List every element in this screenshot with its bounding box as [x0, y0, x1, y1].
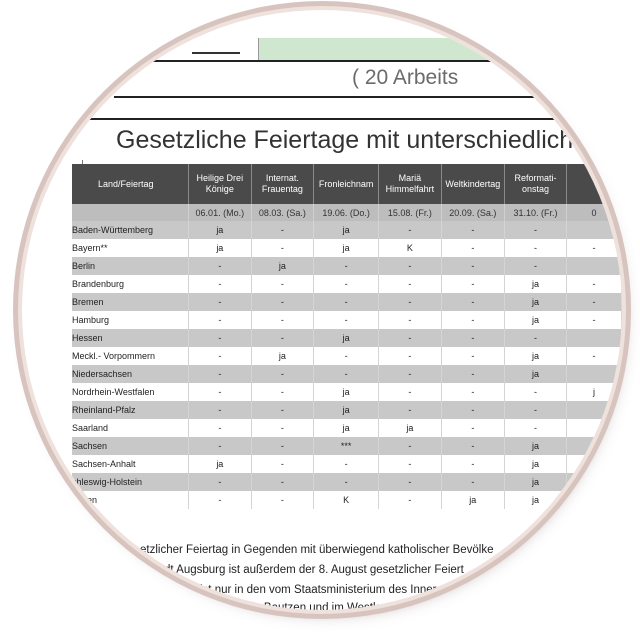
holiday-cell: - [504, 257, 566, 275]
holiday-cell: ja [314, 329, 379, 347]
column-header [379, 164, 442, 204]
holiday-cell: ja [504, 293, 566, 311]
column-header [567, 164, 622, 204]
magnifier-lens [22, 10, 622, 610]
holiday-cell: ja [314, 221, 379, 239]
footnote-line: dt Augsburg ist außerdem der 8. August gesetzlicher Feiert [164, 564, 464, 576]
state-name: Brandenburg [72, 275, 189, 293]
column-date: 31.10. (Fr.) [504, 204, 566, 221]
column-header-label: Internat. Frauentag [261, 173, 303, 194]
column-header [504, 164, 566, 204]
holiday-cell: - [251, 275, 313, 293]
holiday-cell: - [379, 437, 442, 455]
holiday-cell: ja [189, 455, 252, 473]
holiday-cell: - [504, 419, 566, 437]
holiday-cell: - [504, 401, 566, 419]
footnote-line: eis Bautzen und im Westlausitzkrei [246, 602, 425, 610]
holiday-cell: - [379, 401, 442, 419]
table-row [72, 311, 622, 329]
holiday-cell: ja [314, 401, 379, 419]
table-row [72, 221, 622, 239]
state-name: Bayern** [72, 239, 189, 257]
table-row [72, 239, 622, 257]
state-name: Sachsen [72, 437, 189, 455]
holiday-cell: ja [314, 419, 379, 437]
column-date: 06.01. (Mo.) [189, 204, 252, 221]
state-name: Hessen [72, 329, 189, 347]
holiday-cell: - [379, 365, 442, 383]
holiday-cell: - [379, 347, 442, 365]
holiday-cell: ja [314, 383, 379, 401]
header-stub-line [192, 52, 240, 54]
holiday-cell: ja [379, 419, 442, 437]
column-date: 19.06. (Do.) [314, 204, 379, 221]
state-name: Rheinland-Pfalz [72, 401, 189, 419]
holiday-cell: ja [504, 437, 566, 455]
state-name: Sachsen-Anhalt [72, 455, 189, 473]
holiday-cell: - [189, 293, 252, 311]
holiday-cell: ja [504, 491, 566, 509]
holiday-cell: - [189, 473, 252, 491]
holiday-cell: - [379, 275, 442, 293]
table-row [72, 437, 622, 455]
holiday-cell: - [189, 491, 252, 509]
state-name: Niedersachsen [72, 365, 189, 383]
holiday-cell: - [441, 383, 504, 401]
holiday-cell: - [504, 383, 566, 401]
holiday-cell: - [379, 293, 442, 311]
holiday-cell: - [441, 455, 504, 473]
column-date: 15.08. (Fr.) [379, 204, 442, 221]
column-header [189, 164, 252, 204]
holiday-cell: - [504, 239, 566, 257]
document-page [22, 10, 622, 610]
column-header-label: Mariä Himmelfahrt [385, 173, 435, 194]
holiday-cell: - [251, 401, 313, 419]
state-name: Baden-Württemberg [72, 221, 189, 239]
holiday-cell: - [379, 221, 442, 239]
table-row [72, 455, 622, 473]
holiday-table [72, 164, 622, 509]
column-date: 0 [567, 204, 622, 221]
holiday-cell: - [441, 419, 504, 437]
holiday-cell: - [314, 455, 379, 473]
holiday-cell: - [314, 275, 379, 293]
table-row [72, 347, 622, 365]
state-name: Hamburg [72, 311, 189, 329]
table-row [72, 383, 622, 401]
holiday-cell: ja [504, 365, 566, 383]
holiday-cell: - [251, 221, 313, 239]
holiday-cell: - [567, 275, 622, 293]
column-header [314, 164, 379, 204]
holiday-cell: ja [189, 239, 252, 257]
holiday-cell: ja [504, 347, 566, 365]
table-row [72, 275, 622, 293]
holiday-cell: - [441, 239, 504, 257]
holiday-cell: - [189, 257, 252, 275]
holiday-cell: - [379, 311, 442, 329]
holiday-cell [567, 221, 622, 239]
column-date: 08.03. (Sa.) [251, 204, 313, 221]
holiday-cell: - [441, 437, 504, 455]
holiday-cell: ja [504, 275, 566, 293]
holiday-cell: - [441, 365, 504, 383]
state-name: chleswig-Holstein [72, 473, 189, 491]
holiday-cell: - [441, 293, 504, 311]
table-row [72, 419, 622, 437]
table-row [72, 257, 622, 275]
table-row [72, 293, 622, 311]
state-name: Saarland [72, 419, 189, 437]
holiday-cell: - [441, 347, 504, 365]
footnote-line: ist nur in den vom Staatsministerium des Innere [200, 584, 443, 596]
holiday-cell: - [189, 419, 252, 437]
holiday-cell: - [379, 257, 442, 275]
holiday-cell: - [251, 365, 313, 383]
holiday-cell: - [189, 347, 252, 365]
holiday-cell: - [379, 383, 442, 401]
holiday-cell: - [567, 347, 622, 365]
holiday-cell: - [504, 329, 566, 347]
holiday-cell: - [379, 455, 442, 473]
holiday-cell: - [251, 473, 313, 491]
holiday-cell: - [251, 293, 313, 311]
holiday-cell: - [189, 329, 252, 347]
holiday-cell: - [314, 293, 379, 311]
holiday-cell: - [567, 293, 622, 311]
holiday-cell: - [314, 311, 379, 329]
holiday-cell [567, 419, 622, 437]
holiday-cell: - [314, 257, 379, 275]
column-header-label: Fronleichnam [318, 178, 374, 189]
holiday-cell: ja [251, 257, 313, 275]
holiday-cell [567, 473, 622, 491]
holiday-cell: ja [504, 455, 566, 473]
column-header-label: Heilige Drei Könige [196, 173, 244, 194]
state-name: ringen [72, 491, 189, 509]
state-name: Berlin [72, 257, 189, 275]
holiday-cell: - [189, 401, 252, 419]
holiday-cell: - [441, 401, 504, 419]
holiday-cell: - [441, 275, 504, 293]
holiday-cell: - [251, 491, 313, 509]
holiday-cell: - [251, 311, 313, 329]
holiday-cell: - [189, 437, 252, 455]
holiday-cell [567, 329, 622, 347]
holiday-cell [567, 455, 622, 473]
holiday-cell: - [567, 311, 622, 329]
holiday-cell: *** [314, 437, 379, 455]
holiday-cell [567, 437, 622, 455]
holiday-cell [567, 365, 622, 383]
holiday-cell: - [251, 455, 313, 473]
holiday-cell: - [189, 383, 252, 401]
column-date [72, 204, 189, 221]
table-row [72, 329, 622, 347]
holiday-cell: K [379, 239, 442, 257]
holiday-cell: - [441, 311, 504, 329]
holiday-cell: - [251, 239, 313, 257]
holiday-cell: - [379, 491, 442, 509]
state-name: Bremen [72, 293, 189, 311]
holiday-cell: - [251, 329, 313, 347]
holiday-cell: - [441, 473, 504, 491]
holiday-cell: - [251, 437, 313, 455]
header-line [142, 60, 622, 62]
column-header [72, 164, 189, 204]
holiday-cell: - [314, 365, 379, 383]
footnote-line: etzlicher Feiertag in Gegenden mit überwiegend katholischer Bevölke [140, 544, 494, 556]
column-header-label: Reformati-onstag [514, 173, 557, 194]
table-row [72, 401, 622, 419]
green-header-strip [258, 38, 509, 60]
holiday-cell: - [567, 239, 622, 257]
holiday-cell: - [314, 473, 379, 491]
section-title: Gesetzliche Feiertage mit unterschiedlicher [116, 126, 596, 154]
holiday-cell: K [314, 491, 379, 509]
holiday-cell: ja [314, 239, 379, 257]
holiday-cell: ja [504, 311, 566, 329]
holiday-cell: - [379, 329, 442, 347]
holiday-cell: - [441, 329, 504, 347]
column-header-label: Land/Feiertag [98, 178, 154, 189]
column-header-label: Weltkindertag [445, 178, 501, 189]
holiday-cell: ja [504, 473, 566, 491]
holiday-cell: ja [251, 347, 313, 365]
holiday-cell: - [314, 347, 379, 365]
holiday-cell [567, 401, 622, 419]
holiday-cell: - [189, 365, 252, 383]
table-row [72, 473, 622, 491]
table-row [72, 365, 622, 383]
holiday-cell: - [379, 473, 442, 491]
holiday-cell: - [504, 221, 566, 239]
section-rule [90, 118, 622, 120]
section-rule [114, 96, 622, 98]
holiday-cell [567, 491, 622, 509]
column-header [251, 164, 313, 204]
holiday-cell: - [441, 221, 504, 239]
table-row [72, 491, 622, 509]
state-name: Nordrhein-Westfalen [72, 383, 189, 401]
holiday-cell: - [251, 383, 313, 401]
holiday-cell: - [441, 257, 504, 275]
holiday-cell [567, 257, 622, 275]
holiday-cell: j [567, 383, 622, 401]
working-days-subtitle: ( 20 Arbeits [352, 66, 459, 89]
holiday-cell: - [251, 419, 313, 437]
date-row [72, 204, 622, 221]
holiday-cell: ja [189, 221, 252, 239]
header-row [72, 164, 622, 204]
holiday-cell: ja [441, 491, 504, 509]
column-date: 20.09. (Sa.) [441, 204, 504, 221]
holiday-cell: - [189, 275, 252, 293]
state-name: Meckl.- Vorpommern [72, 347, 189, 365]
holiday-cell: - [189, 311, 252, 329]
column-header [441, 164, 504, 204]
